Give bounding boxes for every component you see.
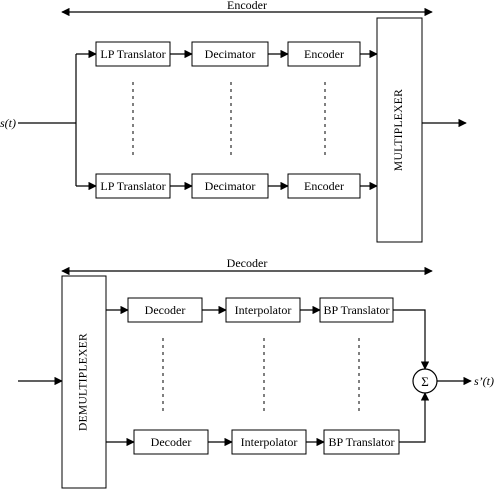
- encoder-top-lp-translator-block: [96, 42, 170, 66]
- encoder-top-encoder-label: Encoder: [304, 47, 344, 61]
- encoder-bottom-encoder-block: [288, 174, 360, 198]
- encoder-top-lp-translator-label: LP Translator: [100, 47, 166, 61]
- decoder-top-decoder-block: [128, 298, 202, 322]
- decoder-section-label: Decoder: [226, 256, 268, 270]
- encoder-bottom-decimator-block: [192, 174, 268, 198]
- encoder-section: [0, 0, 466, 242]
- encoder-top-encoder-block: [288, 42, 360, 66]
- decoder-bottom-bp-translator-label: BP Translator: [328, 435, 395, 449]
- demultiplexer-label: DEMULTIPLEXER: [77, 332, 90, 432]
- multiplexer-label: MULTIPLEXER: [393, 88, 406, 172]
- decoder-top-bp-translator-block: [320, 298, 393, 322]
- sum-icon: Σ: [421, 374, 429, 389]
- decoder-top-decoder-label: Decoder: [144, 303, 186, 317]
- demultiplexer-block: [62, 276, 106, 488]
- dec-top-to-sum-arrow: [393, 310, 425, 369]
- encoder-bottom-encoder-label: Encoder: [304, 179, 344, 193]
- output-signal-label: s’(t): [474, 374, 494, 388]
- summing-junction: [413, 369, 437, 393]
- decoder-top-interpolator-label: Interpolator: [234, 303, 292, 317]
- encoder-bottom-lp-translator-block: [96, 174, 170, 198]
- encoder-top-decimator-block: [192, 42, 268, 66]
- decoder-bottom-decoder-block: [134, 430, 208, 454]
- input-signal-label: s(t): [0, 116, 16, 130]
- decoder-bottom-bp-translator-block: [324, 430, 399, 454]
- encoder-bottom-lp-translator-label: LP Translator: [100, 179, 166, 193]
- decoder-top-interpolator-block: [226, 298, 300, 322]
- decoder-bottom-decoder-label: Decoder: [150, 435, 192, 449]
- encoder-bottom-decimator-label: Decimator: [204, 179, 256, 193]
- decoder-section: [18, 256, 494, 488]
- decoder-bottom-interpolator-label: Interpolator: [240, 435, 298, 449]
- dec-bottom-to-sum-arrow: [399, 393, 425, 442]
- encoder-section-label: Encoder: [227, 0, 267, 12]
- decoder-top-bp-translator-label: BP Translator: [323, 303, 390, 317]
- multiplexer-block: [377, 18, 422, 242]
- encoder-top-decimator-label: Decimator: [204, 47, 256, 61]
- decoder-bottom-interpolator-block: [232, 430, 306, 454]
